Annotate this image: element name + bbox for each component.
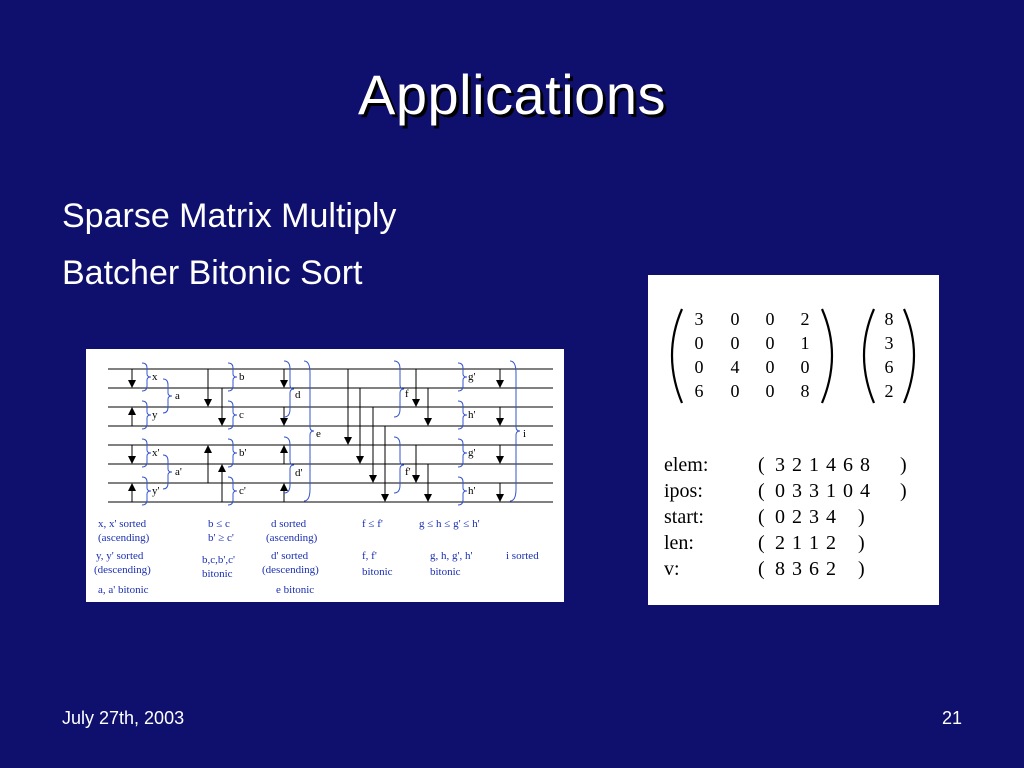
label-g-second: g'	[468, 447, 476, 459]
array-name: start:	[664, 506, 704, 528]
array-values: 0 3 3 1 0 4	[775, 480, 870, 502]
array-name: ipos:	[664, 480, 703, 502]
close-paren: )	[858, 558, 865, 580]
array-name: v:	[664, 558, 680, 580]
label-y: y	[152, 409, 158, 421]
matrix-cell: 0	[765, 381, 775, 401]
caption: f, f'	[362, 550, 377, 562]
matrix-cell: 0	[765, 309, 775, 329]
label-f: f	[405, 388, 409, 400]
matrix-cell: 0	[765, 333, 775, 353]
page-number: 21	[941, 708, 962, 728]
array-values: 2 1 1 2	[775, 532, 836, 554]
label-d: d	[295, 389, 301, 401]
caption: f ≤ f'	[362, 518, 383, 530]
matrix-cell: 4	[730, 357, 740, 377]
matrix-cell: 0	[730, 309, 740, 329]
label-h: h'	[468, 409, 476, 421]
slide-title: Applications	[358, 63, 666, 126]
label-i: i	[523, 428, 527, 440]
matrix-parens	[672, 309, 914, 403]
caption: b ≤ c	[208, 518, 230, 530]
array-name: len:	[664, 532, 694, 554]
close-paren: )	[900, 454, 907, 476]
array-values: 3 2 1 4 6 8	[775, 454, 870, 476]
matrix-cell: 0	[694, 357, 704, 377]
label-h-second: h'	[468, 485, 476, 497]
array-name: elem:	[664, 454, 709, 476]
caption: bitonic	[430, 566, 461, 578]
label-b: b	[239, 371, 245, 383]
caption: y, y' sorted	[96, 550, 144, 562]
open-paren: (	[758, 480, 765, 502]
bullet-item: Batcher Bitonic Sort	[62, 254, 363, 292]
open-paren: (	[758, 506, 765, 528]
footer-date: July 27th, 2003	[62, 708, 185, 728]
caption: b,c,b',c'	[202, 554, 235, 566]
vector-cell: 3	[884, 333, 894, 353]
label-y-prime: y'	[152, 485, 160, 497]
caption: (ascending)	[266, 532, 318, 544]
close-paren: )	[900, 480, 907, 502]
caption: (descending)	[94, 564, 151, 576]
vector-cell: 8	[884, 309, 894, 329]
bitonic-sort-figure	[86, 349, 564, 602]
matrix-cell: 0	[730, 381, 740, 401]
label-c: c	[239, 409, 244, 421]
caption: d' sorted	[271, 550, 309, 562]
caption: g, h, g', h'	[430, 550, 473, 562]
csr-arrays	[664, 454, 907, 580]
bitonic-sort-diagram	[86, 349, 564, 602]
array-values: 0 2 3 4	[775, 506, 836, 528]
open-paren: (	[758, 454, 765, 476]
caption: (ascending)	[98, 532, 150, 544]
matrix-cell: 6	[694, 381, 704, 401]
caption: g ≤ h ≤ g' ≤ h'	[419, 518, 480, 530]
label-d-prime: d'	[295, 467, 303, 479]
array-values: 8 3 6 2	[775, 558, 836, 580]
caption: b' ≥ c'	[208, 532, 234, 544]
open-paren: (	[758, 532, 765, 554]
vector-cell: 2	[884, 381, 894, 401]
label-x-prime: x'	[152, 447, 160, 459]
close-paren: )	[858, 532, 865, 554]
bullet-item: Sparse Matrix Multiply	[62, 197, 397, 235]
open-paren: (	[758, 558, 765, 580]
figure-captions	[94, 518, 539, 596]
wire-lines	[108, 369, 553, 502]
caption: (descending)	[262, 564, 319, 576]
label-x: x	[152, 371, 158, 383]
label-c-prime: c'	[239, 485, 246, 497]
matrix-cell: 2	[800, 309, 810, 329]
vector-cell: 6	[884, 357, 894, 377]
sparse-matrix-diagram	[648, 275, 939, 605]
caption: bitonic	[362, 566, 393, 578]
matrix-a	[695, 309, 810, 401]
caption: e bitonic	[276, 584, 315, 596]
caption: bitonic	[202, 568, 233, 580]
label-a: a	[175, 390, 180, 402]
matrix-cell: 0	[730, 333, 740, 353]
matrix-cell: 0	[765, 357, 775, 377]
matrix-cell: 0	[694, 333, 704, 353]
caption: a, a' bitonic	[98, 584, 149, 596]
matrix-cell: 1	[800, 333, 810, 353]
label-g: g'	[468, 371, 476, 383]
label-f-prime: f'	[405, 466, 411, 478]
caption: i sorted	[506, 550, 539, 562]
label-e: e	[316, 428, 321, 440]
caption: d sorted	[271, 518, 307, 530]
bullet-list	[62, 188, 396, 302]
caption: x, x' sorted	[98, 518, 147, 530]
label-a-prime: a'	[175, 466, 182, 478]
label-b-prime: b'	[239, 447, 247, 459]
matrix-cell: 8	[800, 381, 810, 401]
vector-v	[885, 309, 894, 401]
matrix-cell: 3	[694, 309, 704, 329]
close-paren: )	[858, 506, 865, 528]
sparse-matrix-figure	[648, 275, 939, 605]
matrix-cell: 0	[800, 357, 810, 377]
